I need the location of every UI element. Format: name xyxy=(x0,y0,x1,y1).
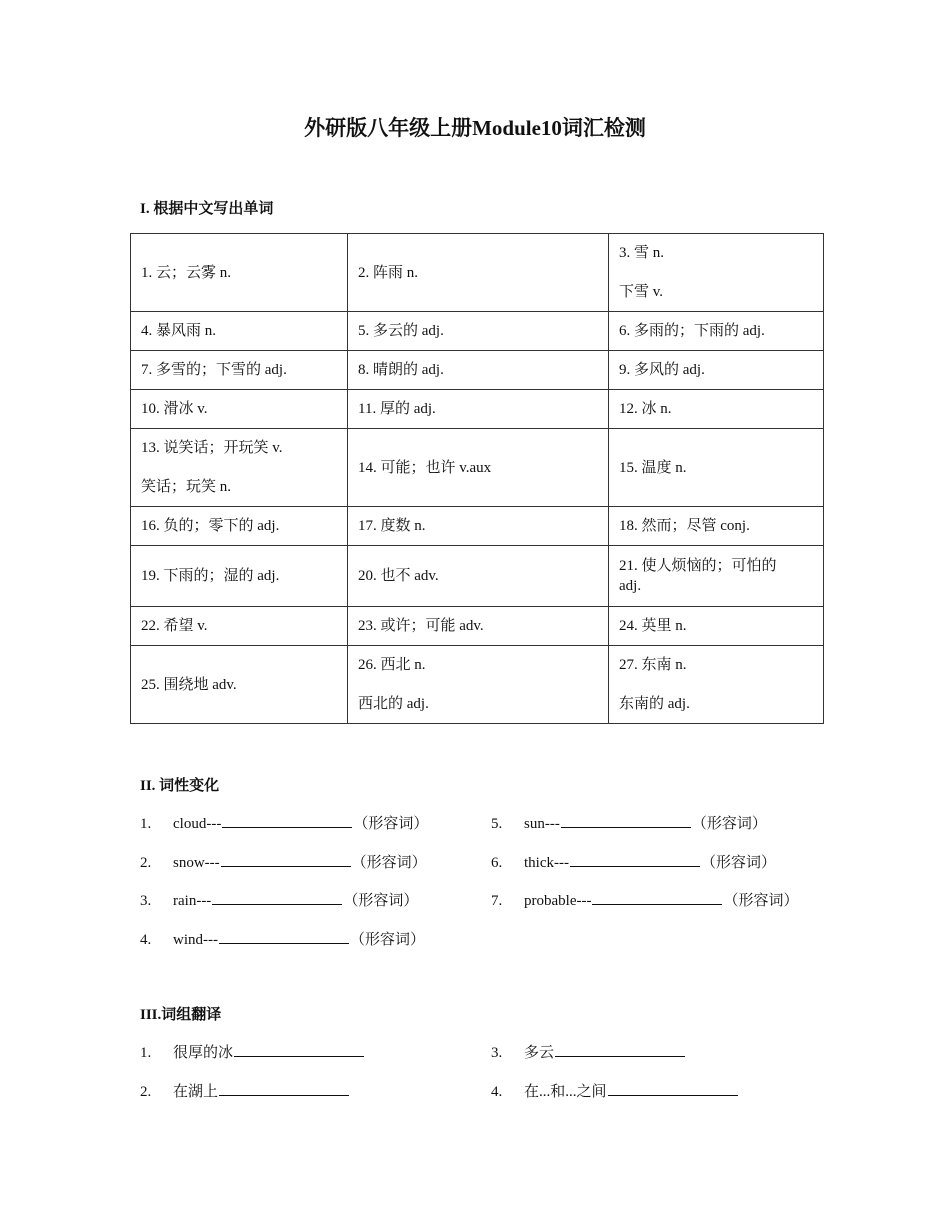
section-3-heading: III.词组翻译 xyxy=(140,1007,222,1023)
vocab-cell xyxy=(609,390,824,429)
vocab-row xyxy=(131,351,824,390)
vocab-cell-text: 3. 雪 n. xyxy=(619,245,665,261)
vocab-cell xyxy=(609,234,824,312)
vocab-cell xyxy=(131,507,348,546)
page-title: 外研版八年级上册Module10词汇检测 xyxy=(304,116,646,140)
word-form-item: 7. probable--- （形容词） xyxy=(491,889,798,910)
phrase-item: 1. 很厚的冰 xyxy=(140,1041,365,1062)
vocab-cell xyxy=(131,429,348,507)
vocab-cell xyxy=(348,507,609,546)
word-form-item: 3. rain--- （形容词） xyxy=(140,889,418,910)
vocab-cell xyxy=(348,351,609,390)
vocab-cell-text: 1. 云；云雾 n. xyxy=(141,264,232,281)
vocab-row xyxy=(131,546,824,607)
vocab-cell xyxy=(348,234,609,312)
vocab-cell-text: 8. 晴朗的 adj. xyxy=(358,362,444,378)
answer-blank[interactable] xyxy=(222,812,352,828)
vocab-cell xyxy=(131,546,348,607)
vocab-cell xyxy=(609,351,824,390)
vocab-cell-text: 10. 滑冰 v. xyxy=(141,401,208,417)
vocab-cell xyxy=(609,507,824,546)
vocab-cell xyxy=(348,546,609,607)
word-form-item: 2. snow--- （形容词） xyxy=(140,851,427,872)
vocab-cell xyxy=(609,429,824,507)
answer-blank[interactable] xyxy=(221,851,351,867)
vocab-cell xyxy=(348,429,609,507)
section-1-heading: I. 根据中文写出单词 xyxy=(140,201,274,217)
vocab-cell-text: 16. 负的；零下的 adj. xyxy=(141,518,280,534)
vocab-cell-text: 12. 冰 n. xyxy=(619,401,672,417)
answer-blank[interactable] xyxy=(212,889,342,905)
vocab-cell-text: 21. 使人烦恼的；可怕的 xyxy=(619,558,777,574)
answer-blank[interactable] xyxy=(570,851,700,867)
vocab-row xyxy=(131,312,824,351)
vocab-cell-text: 6. 多雨的；下雨的 adj. xyxy=(619,323,765,339)
word-form-item: 5. sun--- （形容词） xyxy=(491,812,767,833)
phrase-item: 3. 多云 xyxy=(491,1041,686,1062)
vocab-cell-text: 24. 英里 n. xyxy=(619,618,687,634)
vocab-cell-text: 13. 说笑话；开玩笑 v. xyxy=(141,440,283,456)
answer-blank[interactable] xyxy=(608,1080,738,1096)
vocab-cell xyxy=(609,546,824,607)
phrase-item: 2. 在湖上 xyxy=(140,1080,350,1101)
vocab-row xyxy=(131,646,824,724)
vocab-cell xyxy=(131,607,348,646)
vocab-cell xyxy=(609,607,824,646)
vocab-cell-text: 7. 多雪的；下雪的 adj. xyxy=(141,362,287,378)
vocab-table xyxy=(130,233,824,724)
vocab-row xyxy=(131,234,824,312)
answer-blank[interactable] xyxy=(561,812,691,828)
vocab-cell-text: 27. 东南 n. xyxy=(619,657,687,673)
vocab-cell-text: 4. 暴风雨 n. xyxy=(141,323,217,339)
answer-blank[interactable] xyxy=(555,1041,685,1057)
vocab-row xyxy=(131,390,824,429)
vocab-cell xyxy=(609,312,824,351)
vocab-cell-text: 19. 下雨的；湿的 adj. xyxy=(141,568,280,584)
vocab-cell-text: 23. 或许；可能 adv. xyxy=(358,618,484,634)
vocab-cell-text: 东南的 adj. xyxy=(619,696,690,712)
vocab-cell-text: 20. 也不 adv. xyxy=(358,568,439,584)
vocab-cell xyxy=(348,312,609,351)
answer-blank[interactable] xyxy=(592,889,722,905)
vocab-cell xyxy=(348,646,609,724)
vocab-cell-text: 14. 可能；也许 v.aux xyxy=(358,459,492,476)
word-form-item: 1. cloud--- （形容词） xyxy=(140,812,428,833)
vocab-cell-text: 22. 希望 v. xyxy=(141,618,208,634)
answer-blank[interactable] xyxy=(219,928,349,944)
vocab-cell-text: 25. 围绕地 adv. xyxy=(141,676,237,693)
vocab-cell-text: 5. 多云的 adj. xyxy=(358,323,444,339)
vocab-row xyxy=(131,507,824,546)
vocab-row xyxy=(131,607,824,646)
word-form-item: 4. wind--- （形容词） xyxy=(140,928,425,949)
vocab-cell-text: 15. 温度 n. xyxy=(619,459,687,476)
vocab-cell-text: 9. 多风的 adj. xyxy=(619,362,705,378)
answer-blank[interactable] xyxy=(234,1041,364,1057)
word-form-item: 6. thick--- （形容词） xyxy=(491,851,776,872)
vocab-cell-text: 2. 阵雨 n. xyxy=(358,264,419,281)
vocab-cell-text: adj. xyxy=(619,578,642,594)
vocab-table-body xyxy=(131,234,824,724)
section-2-heading: II. 词性变化 xyxy=(140,778,220,794)
vocab-cell xyxy=(131,646,348,724)
vocab-cell xyxy=(348,607,609,646)
vocab-cell-text: 18. 然而；尽管 conj. xyxy=(619,518,750,534)
vocab-cell-text: 11. 厚的 adj. xyxy=(358,401,436,417)
vocab-cell-text: 26. 西北 n. xyxy=(358,657,426,673)
phrase-item: 4. 在...和...之间 xyxy=(491,1080,739,1101)
vocab-cell xyxy=(131,312,348,351)
vocab-cell xyxy=(609,646,824,724)
vocab-cell-text: 17. 度数 n. xyxy=(358,518,426,534)
vocab-cell xyxy=(131,234,348,312)
vocab-cell-text: 笑话；玩笑 n. xyxy=(141,479,232,495)
answer-blank[interactable] xyxy=(219,1080,349,1096)
vocab-cell-text: 西北的 adj. xyxy=(358,696,429,712)
vocab-cell xyxy=(131,351,348,390)
vocab-cell xyxy=(131,390,348,429)
vocab-cell-text: 下雪 v. xyxy=(619,284,664,300)
vocab-cell xyxy=(348,390,609,429)
vocab-row xyxy=(131,429,824,507)
